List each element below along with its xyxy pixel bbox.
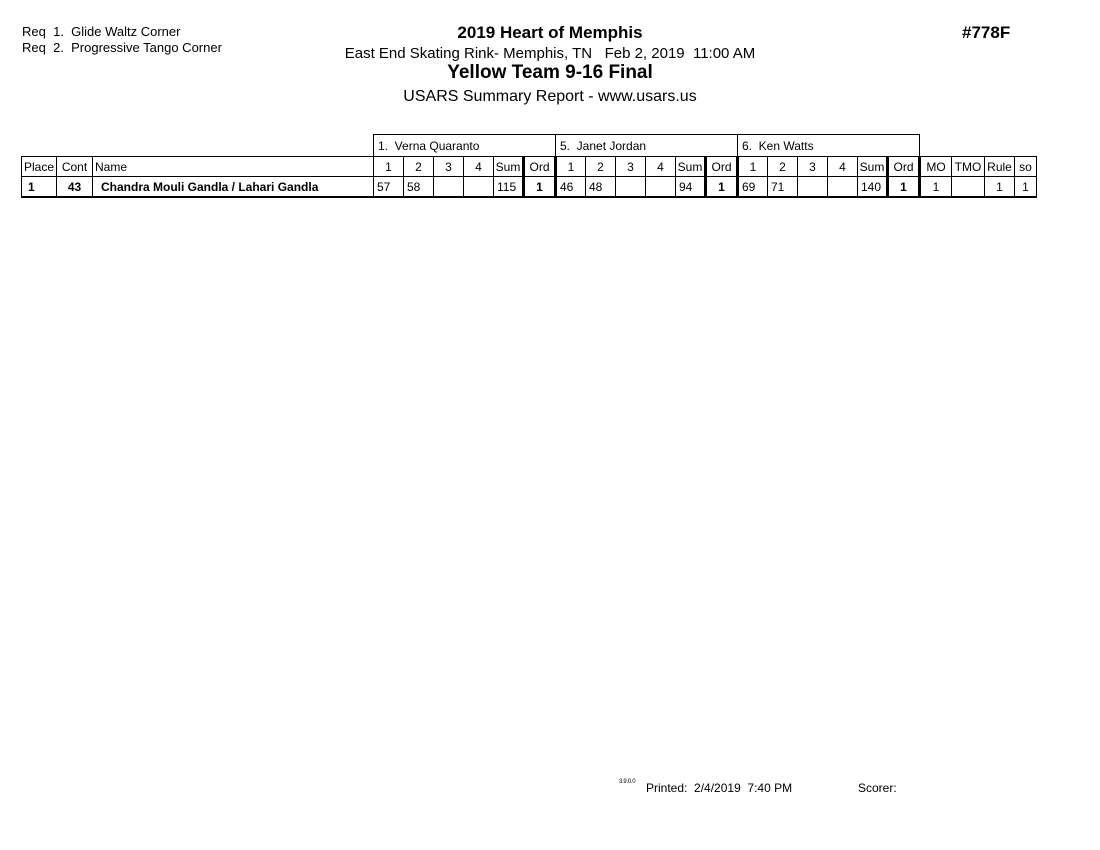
cell-j3-score4: [828, 177, 858, 198]
cell-j3-score1: 69: [738, 177, 768, 198]
col-header-j3-ord: Ord: [888, 157, 920, 177]
col-header-name: Name: [93, 157, 374, 177]
col-header-j2-ord: Ord: [706, 157, 738, 177]
cell-so: 1: [1015, 177, 1037, 198]
col-header-j1-trial4: 4: [464, 157, 494, 177]
cell-j3-sum: 140: [858, 177, 888, 198]
col-header-j3-trial4: 4: [828, 157, 858, 177]
cell-j2-ord: 1: [706, 177, 738, 198]
col-header-j1-trial1: 1: [374, 157, 404, 177]
cell-j2-score4: [646, 177, 676, 198]
col-header-j3-trial2: 2: [768, 157, 798, 177]
cell-j2-score1: 46: [556, 177, 586, 198]
printed-label: Printed:: [646, 781, 688, 795]
cell-mo: 1: [920, 177, 952, 198]
results-table: [21, 134, 1037, 198]
cell-j3-score2: 71: [768, 177, 798, 198]
cell-j2-score3: [616, 177, 646, 198]
division-title: Yellow Team 9-16 Final: [447, 62, 653, 83]
col-header-j1-sum: Sum: [494, 157, 524, 177]
judge-3-name: 6. Ken Watts: [738, 135, 920, 157]
col-header-j2-sum: Sum: [676, 157, 706, 177]
col-header-j2-trial3: 3: [616, 157, 646, 177]
col-header-j3-trial1: 1: [738, 157, 768, 177]
cell-j1-sum: 115: [494, 177, 524, 198]
cell-j3-score3: [798, 177, 828, 198]
cell-j1-score2: 58: [404, 177, 434, 198]
col-header-tmo: TMO: [952, 157, 985, 177]
judge-header-row: [22, 135, 1037, 157]
venue-date-line: East End Skating Rink- Memphis, TN Feb 2, 2019 11:00 AM: [344, 45, 756, 62]
document-number: #778F: [962, 23, 1011, 42]
cell-j1-score3: [434, 177, 464, 198]
col-header-j3-sum: Sum: [858, 157, 888, 177]
cell-rule: 1: [985, 177, 1015, 198]
cell-j1-ord: 1: [524, 177, 556, 198]
cell-cont: 43: [57, 177, 93, 198]
col-header-j3-trial3: 3: [798, 157, 828, 177]
printed-timestamp: [646, 781, 792, 795]
col-header-j2-trial1: 1: [556, 157, 586, 177]
col-header-place: Place: [22, 157, 57, 177]
requirement-1: Req 1. Glide Waltz Corner: [22, 24, 181, 39]
software-version: 3.9.0.0: [619, 779, 636, 785]
col-header-j1-trial2: 2: [404, 157, 434, 177]
result-row: [22, 177, 1037, 198]
judge-header-spacer-left: [22, 135, 374, 157]
report-type-line: USARS Summary Report - www.usars.us: [403, 88, 697, 105]
event-title: 2019 Heart of Memphis: [457, 23, 643, 42]
judge-header-spacer-right: [920, 135, 1037, 157]
column-header-row: [22, 157, 1037, 177]
cell-j3-ord: 1: [888, 177, 920, 198]
col-header-mo: MO: [920, 157, 952, 177]
cell-place: 1: [22, 177, 57, 198]
col-header-so: so: [1015, 157, 1037, 177]
col-header-j1-trial3: 3: [434, 157, 464, 177]
results-table-wrap: [21, 134, 1037, 198]
judge-2-name: 5. Janet Jordan: [556, 135, 738, 157]
col-header-j1-ord: Ord: [524, 157, 556, 177]
scorer-label: Scorer:: [858, 781, 897, 795]
cell-name: Chandra Mouli Gandla / Lahari Gandla: [93, 177, 374, 198]
col-header-rule: Rule: [985, 157, 1015, 177]
col-header-cont: Cont: [57, 157, 93, 177]
cell-j2-score2: 48: [586, 177, 616, 198]
col-header-j2-trial2: 2: [586, 157, 616, 177]
judge-1-name: 1. Verna Quaranto: [374, 135, 556, 157]
cell-j1-score1: 57: [374, 177, 404, 198]
requirement-2: Req 2. Progressive Tango Corner: [22, 40, 222, 55]
cell-tmo: [952, 177, 985, 198]
col-header-j2-trial4: 4: [646, 157, 676, 177]
cell-j2-sum: 94: [676, 177, 706, 198]
cell-j1-score4: [464, 177, 494, 198]
printed-value: 2/4/2019 7:40 PM: [694, 781, 793, 795]
